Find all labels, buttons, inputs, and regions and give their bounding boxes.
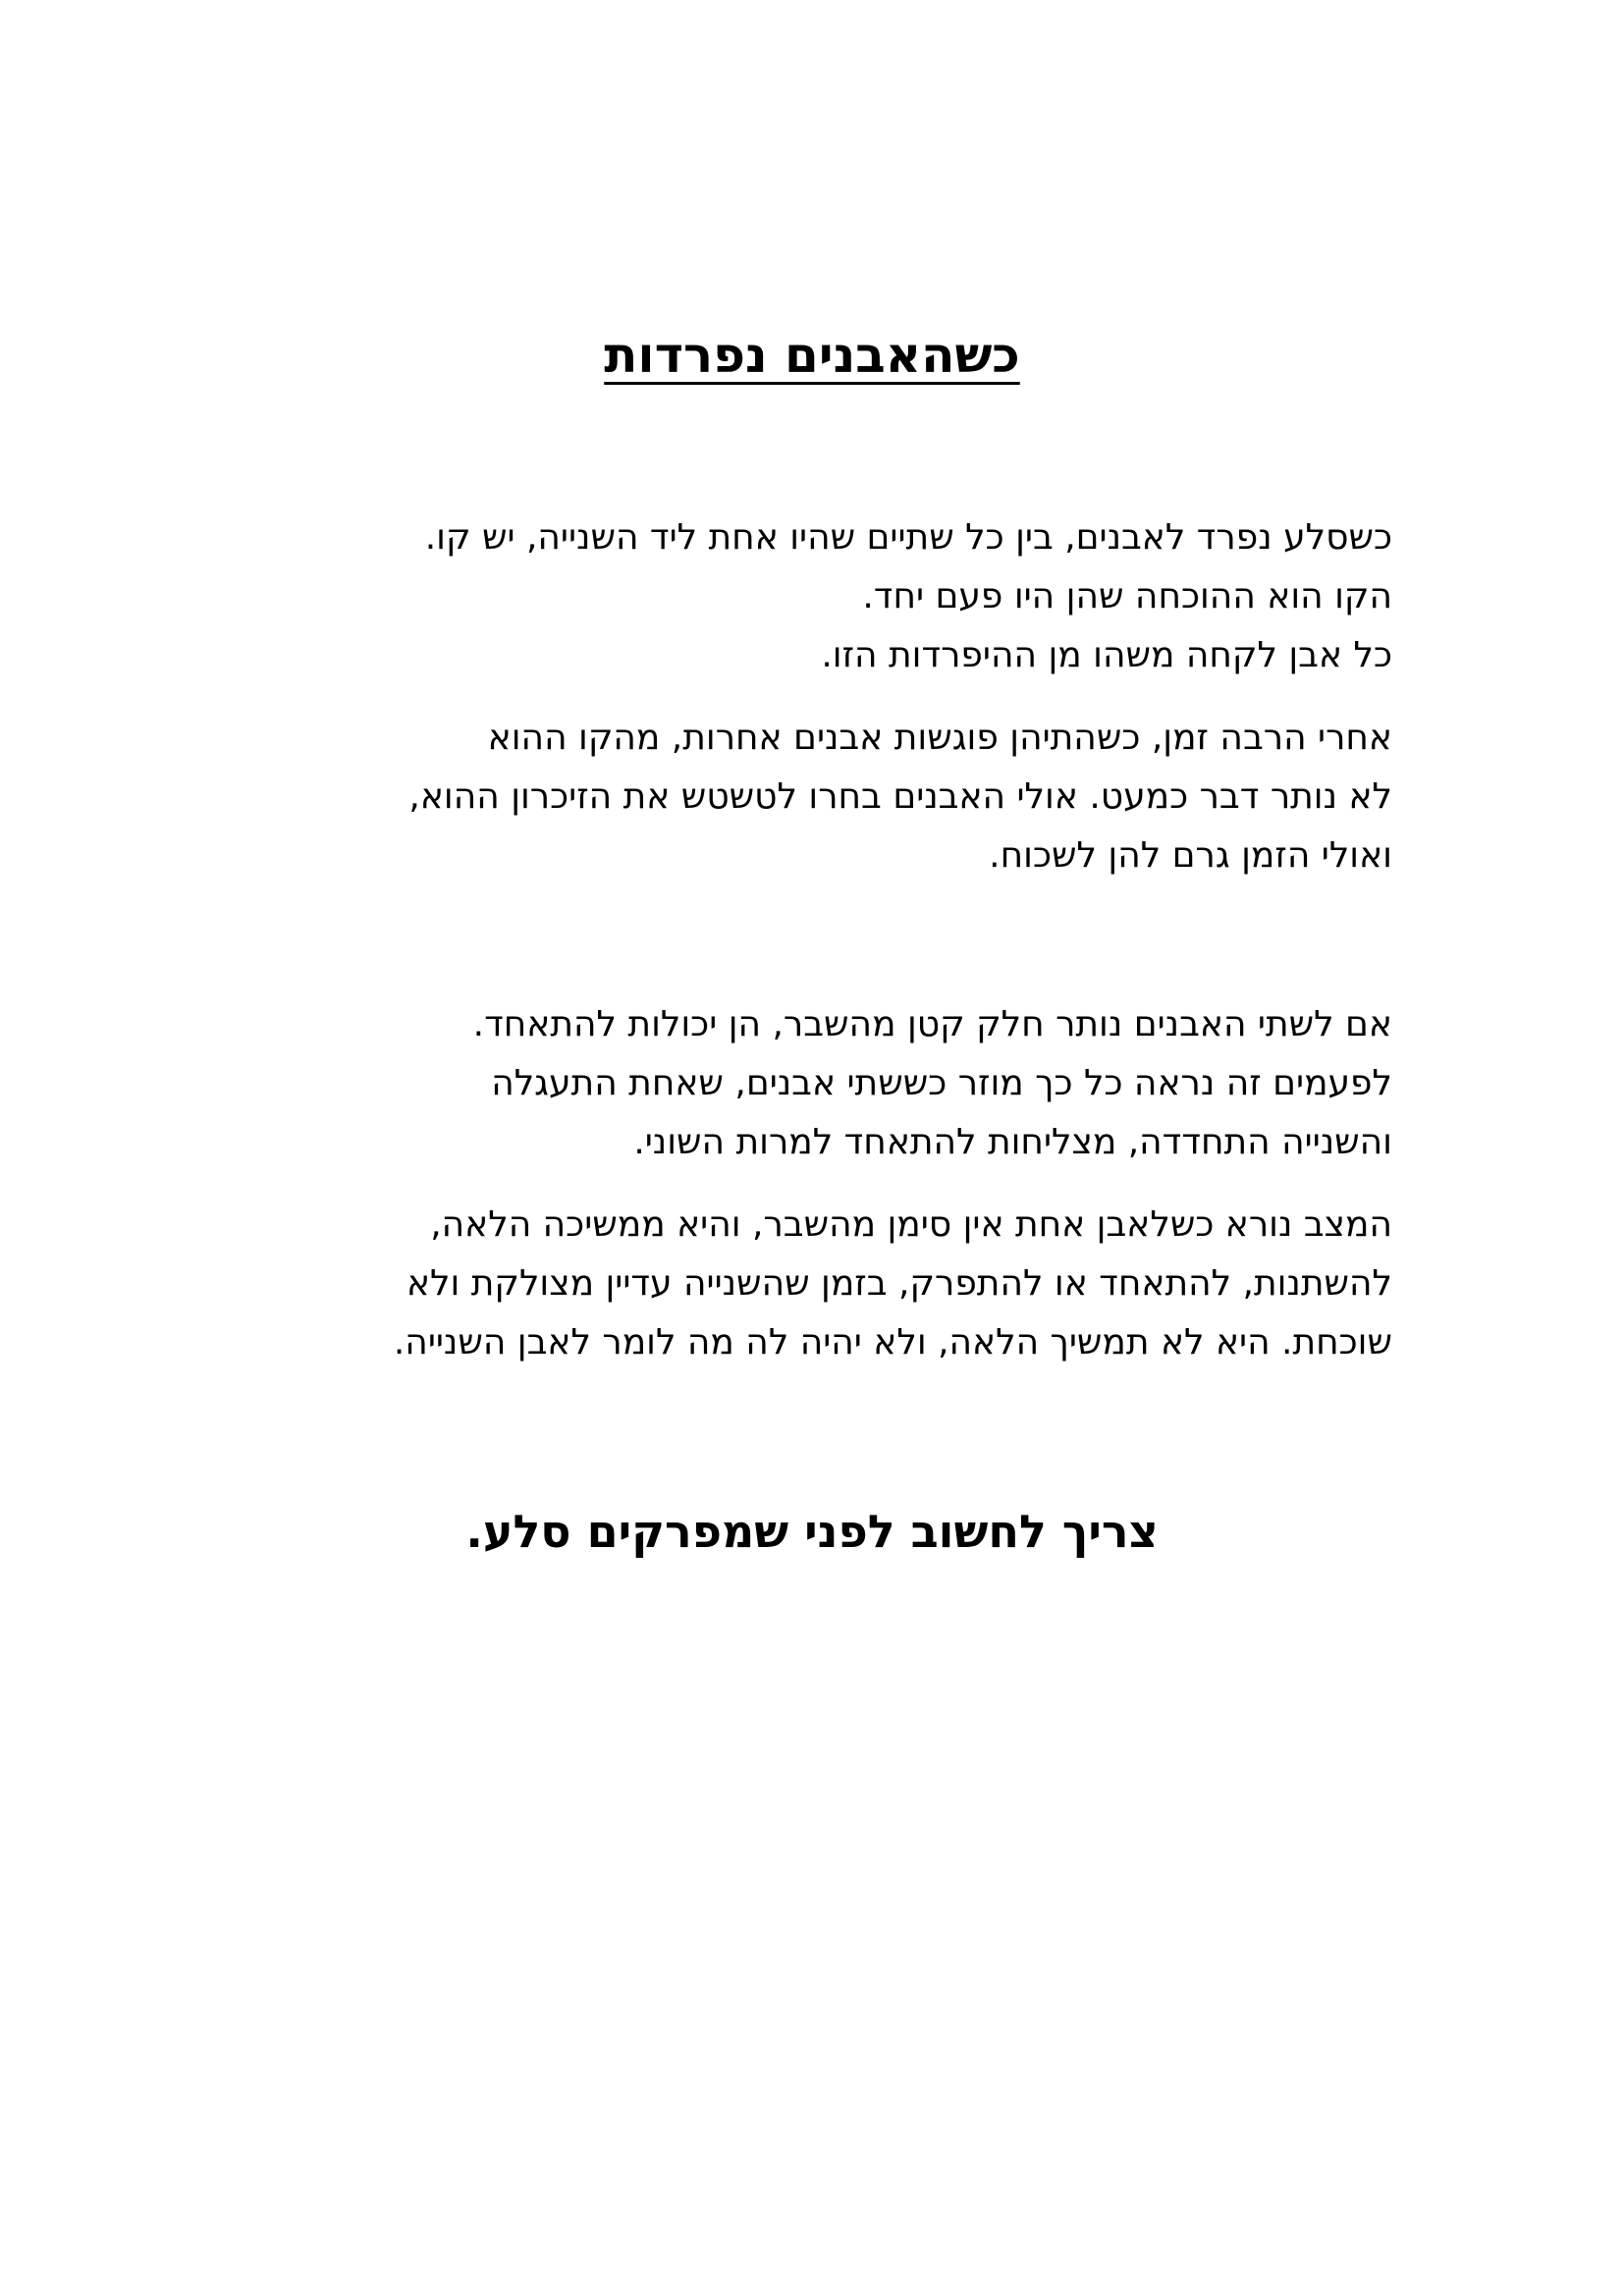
- paragraph-line: המצב נורא כשלאבן אחת אין סימן מהשבר, והיא ממשיכה הלאה,: [430, 1204, 1392, 1245]
- paragraph-3: [473, 995, 1392, 1172]
- paragraph-line: לא נותר דבר כמעט. אולי האבנים בחרו לטשטש את הזיכרון ההוא,: [408, 776, 1392, 817]
- paragraph-line: כל אבן לקחה משהו מן ההיפרדות הזו.: [821, 635, 1392, 675]
- paragraph-line: והשנייה התחדדה, מצליחות להתאחד למרות השוני.: [633, 1122, 1392, 1162]
- paragraph-line: כשסלע נפרד לאבנים, בין כל שתיים שהיו אחת ליד השנייה, יש קו.: [424, 517, 1392, 558]
- document-title: כשהאבנים נפרדות: [604, 327, 1020, 384]
- paragraph-4: [394, 1196, 1392, 1372]
- paragraph-line: הקו הוא ההוכחה שהן היו פעם יחד.: [862, 576, 1392, 616]
- paragraph-2: [408, 709, 1392, 885]
- paragraph-line: אחרי הרבה זמן, כשהתיהן פוגשות אבנים אחרות, מהקו ההוא: [487, 718, 1392, 758]
- paragraph-line: להשתנות, להתאחד או להתפרק, בזמן שהשנייה עדיין מצולקת ולא: [406, 1263, 1392, 1304]
- paragraph-line: לפעמים זה נראה כל כך מוזר כששתי אבנים, שאחת התעגלה: [491, 1063, 1392, 1103]
- paragraph-1: [425, 508, 1392, 685]
- paragraph-line: אם לשתי האבנים נותר חלק קטן מהשבר, הן יכולות להתאחד.: [472, 1004, 1392, 1044]
- closing-statement: צריך לחשוב לפני שמפרקים סלע.: [465, 1505, 1159, 1558]
- paragraph-line: ואולי הזמן גרם להן לשכוח.: [989, 835, 1392, 876]
- paragraph-line: שוכחת. היא לא תמשיך הלאה, ולא יהיה לה מה לומר לאבן השנייה.: [393, 1322, 1392, 1362]
